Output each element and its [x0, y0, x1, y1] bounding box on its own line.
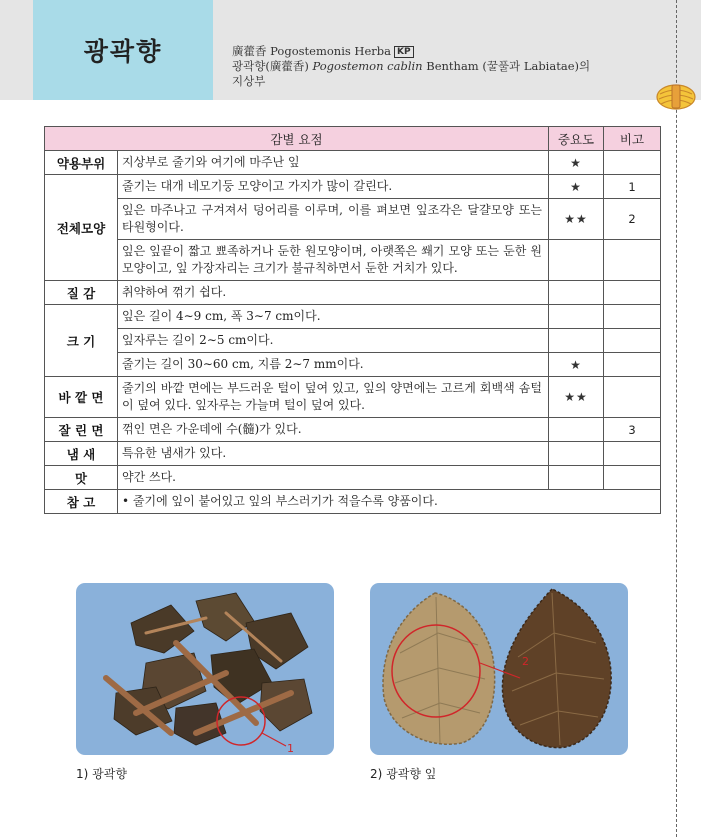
table-row: [45, 442, 661, 466]
table-row: [45, 305, 661, 329]
row-text-part: 지상부로 줄기와 여기에 마주난 잎: [118, 151, 549, 175]
column-header-importance: 중요도: [549, 127, 604, 151]
table-row: [45, 240, 661, 281]
kp-badge: KP: [394, 46, 414, 58]
figure-1-marker: 1: [287, 742, 294, 755]
page-title: 광곽향: [83, 37, 163, 66]
row-label-part: 약용부위: [45, 151, 118, 175]
figure-2-caption: 2) 광곽향 잎: [370, 767, 437, 781]
source-prefix: 광곽향(廣藿香): [232, 59, 313, 73]
remark-cell: [604, 281, 661, 305]
table-row: [45, 377, 661, 418]
row-label-texture: 질 감: [45, 281, 118, 305]
row-text-shape-1: 줄기는 대개 네모기둥 모양이고 가지가 많이 갈린다.: [118, 175, 549, 199]
page-edge-dashed-line: [676, 0, 677, 837]
importance-stars: ★: [549, 151, 604, 175]
row-text-outer: 줄기의 바깥 면에는 부드러운 털이 덮여 있고, 잎의 양면에는 고르게 회백색 솜털이 덮여 있다. 잎자루는 가늘며 털이 덮여 있다.: [118, 377, 549, 418]
source-species: Pogostemon cablin: [312, 59, 423, 73]
row-label-outer: 바 깥 면: [45, 377, 118, 418]
importance-stars: ★: [549, 175, 604, 199]
row-label-taste: 맛: [45, 466, 118, 490]
figure-2-marker: 2: [522, 655, 529, 668]
remark-cell: [604, 329, 661, 353]
table-row: [45, 353, 661, 377]
remark-cell: [604, 151, 661, 175]
remark-cell: 3: [604, 418, 661, 442]
importance-stars: ★★: [549, 199, 604, 240]
table-row: [45, 175, 661, 199]
row-label-cut: 잘 린 면: [45, 418, 118, 442]
row-label-size: 크 기: [45, 305, 118, 377]
row-text-taste: 약간 쓰다.: [118, 466, 549, 490]
identification-table: [44, 126, 661, 514]
header-description: [232, 44, 682, 89]
importance-stars: ★: [549, 353, 604, 377]
row-text-note: • 줄기에 잎이 붙어있고 잎의 부스러기가 적을수록 양품이다.: [118, 490, 661, 514]
source-line: [232, 59, 682, 74]
row-label-shape: 전체모양: [45, 175, 118, 281]
source-part: 지상부: [232, 74, 266, 88]
remark-cell: [604, 377, 661, 418]
row-text-cut: 꺾인 면은 가운데에 수(髓)가 있다.: [118, 418, 549, 442]
herb-bundle-icon: [654, 80, 698, 112]
remark-cell: [604, 240, 661, 281]
leaf-illustration: [370, 583, 628, 755]
row-text-size-1: 잎은 길이 4∼9 cm, 폭 3∼7 cm이다.: [118, 305, 549, 329]
table-header-row: [45, 127, 661, 151]
importance-stars: [549, 305, 604, 329]
remark-cell: [604, 305, 661, 329]
row-text-texture: 취약하여 꺾기 쉽다.: [118, 281, 549, 305]
importance-stars: [549, 281, 604, 305]
table-row: [45, 281, 661, 305]
table-row: [45, 151, 661, 175]
figure-1-caption: 1) 광곽향: [76, 767, 127, 781]
table-row: [45, 329, 661, 353]
latin-name-line: [232, 44, 682, 59]
importance-stars: ★★: [549, 377, 604, 418]
row-text-shape-2: 잎은 마주나고 구겨져서 덩어리를 이루며, 이를 펴보면 잎조각은 달걀모양 또는 타원형이다.: [118, 199, 549, 240]
title-box: [33, 0, 213, 100]
importance-stars: [549, 240, 604, 281]
importance-stars: [549, 329, 604, 353]
remark-cell: 1: [604, 175, 661, 199]
table-row: [45, 199, 661, 240]
dried-herb-illustration: [76, 583, 334, 755]
row-text-smell: 특유한 냄새가 있다.: [118, 442, 549, 466]
row-text-size-3: 줄기는 길이 30∼60 cm, 지름 2∼7 mm이다.: [118, 353, 549, 377]
importance-stars: [549, 418, 604, 442]
figure-2-photo: [370, 583, 628, 755]
figure-1-photo: [76, 583, 334, 755]
remark-cell: [604, 442, 661, 466]
source-suffix: Bentham (꿀풀과 Labiatae)의: [422, 59, 591, 73]
column-header-remark: 비고: [604, 127, 661, 151]
table-row: [45, 466, 661, 490]
importance-stars: [549, 442, 604, 466]
table-row: [45, 418, 661, 442]
remark-cell: [604, 353, 661, 377]
row-label-note: 참 고: [45, 490, 118, 514]
table-row: [45, 490, 661, 514]
row-text-size-2: 잎자루는 길이 2∼5 cm이다.: [118, 329, 549, 353]
importance-stars: [549, 466, 604, 490]
row-text-shape-3: 잎은 잎끝이 짧고 뾰족하거나 둔한 원모양이며, 아랫쪽은 쐐기 모양 또는 둔한 원모양이고, 잎 가장자리는 크기가 불규칙하면서 둔한 거치가 있다.: [118, 240, 549, 281]
row-label-smell: 냄 새: [45, 442, 118, 466]
column-header-main: 감별 요점: [45, 127, 549, 151]
remark-cell: [604, 466, 661, 490]
remark-cell: 2: [604, 199, 661, 240]
latin-name: 廣藿香 Pogostemonis Herba: [232, 44, 391, 58]
